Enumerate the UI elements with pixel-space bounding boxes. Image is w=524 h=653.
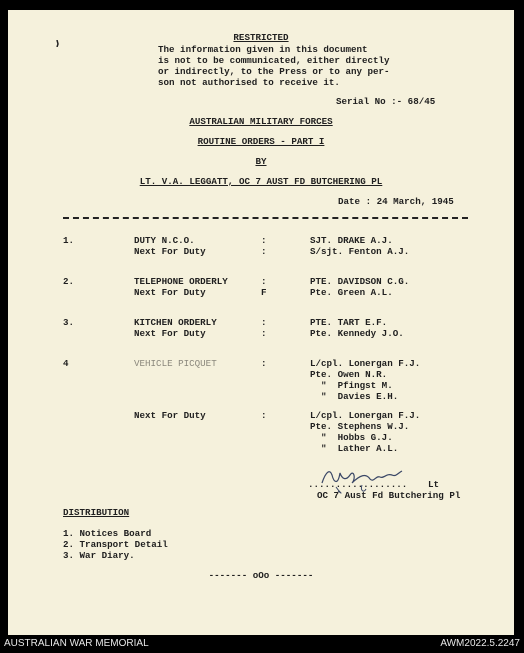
distribution-item: 3. War Diary. [63,550,135,561]
duty-label: KITCHEN ORDERLY [134,317,217,328]
order-number: 2. [63,276,75,287]
duty-separator: : [261,246,267,257]
notice-line-3: or indirectly, to the Press or to any per- [158,66,390,77]
order-number: 3. [63,317,75,328]
restricted-label: RESTRICTED [233,32,289,43]
end-mark: ------- oOo ------- [208,570,314,581]
by-label: BY [255,156,267,167]
duty-name: L/cpl. Lonergan F.J. [310,410,421,421]
duty-separator: : [261,410,267,421]
order-number: 1. [63,235,75,246]
serial-number: Serial No :- 68/45 [336,96,436,107]
footer-left: AUSTRALIAN WAR MEMORIAL [4,638,149,649]
duty-label: Next For Duty [134,287,206,298]
distribution-item: 2. Transport Detail [63,539,168,550]
duty-name: PTE. DAVIDSON C.G. [310,276,410,287]
duty-separator: : [261,328,267,339]
signature-dots: .................. [308,479,408,490]
duty-label: VEHICLE PICQUET [134,358,217,369]
signature-rank: Lt [428,479,440,490]
duty-name: Pte. Kennedy J.O. [310,328,404,339]
duty-name: PTE. TART E.F. [310,317,388,328]
duty-name: " Hobbs G.J. [310,432,393,443]
duty-label: Next For Duty [134,410,206,421]
notice-line-1: The information given in this document [158,44,368,55]
duty-separator: : [261,317,267,328]
duty-label: TELEPHONE ORDERLY [134,276,228,287]
duty-name: Pte. Stephens W.J. [310,421,410,432]
duty-separator: : [261,235,267,246]
distribution-item: 1. Notices Board [63,528,152,539]
doc-title: ROUTINE ORDERS - PART I [197,136,325,147]
duty-label: Next For Duty [134,246,206,257]
duty-label: Next For Duty [134,328,206,339]
duty-label: DUTY N.C.O. [134,235,195,246]
notice-line-4: son not authorised to receive it. [158,77,340,88]
duty-name: " Davies E.H. [310,391,399,402]
duty-separator: : [261,276,267,287]
separator-line [63,217,468,219]
duty-name: " Pfingst M. [310,380,393,391]
notice-line-2: is not to be communicated, either directly [158,55,390,66]
distribution-heading: DISTRIBUTION [63,507,130,518]
date-line: Date : 24 March, 1945 [338,196,454,207]
archive-footer [0,635,524,653]
footer-right: AWM2022.5.2247 [440,638,520,649]
org-title: AUSTRALIAN MILITARY FORCES [189,116,333,127]
signature-unit: OC 7 Aust Fd Butchering Pl [317,490,461,501]
duty-name: SJT. DRAKE A.J. [310,235,393,246]
duty-name: Pte. Owen N.R. [310,369,388,380]
duty-name: Pte. Green A.L. [310,287,393,298]
author-line: LT. V.A. LEGGATT, OC 7 AUST FD BUTCHERING PL [139,176,383,187]
duty-name: S/sjt. Fenton A.J. [310,246,410,257]
document-page [8,10,514,635]
duty-separator: F [261,287,267,298]
order-number: 4 [63,358,69,369]
duty-name: " Lather A.L. [310,443,399,454]
duty-name: L/cpl. Lonergan F.J. [310,358,421,369]
duty-separator: : [261,358,267,369]
